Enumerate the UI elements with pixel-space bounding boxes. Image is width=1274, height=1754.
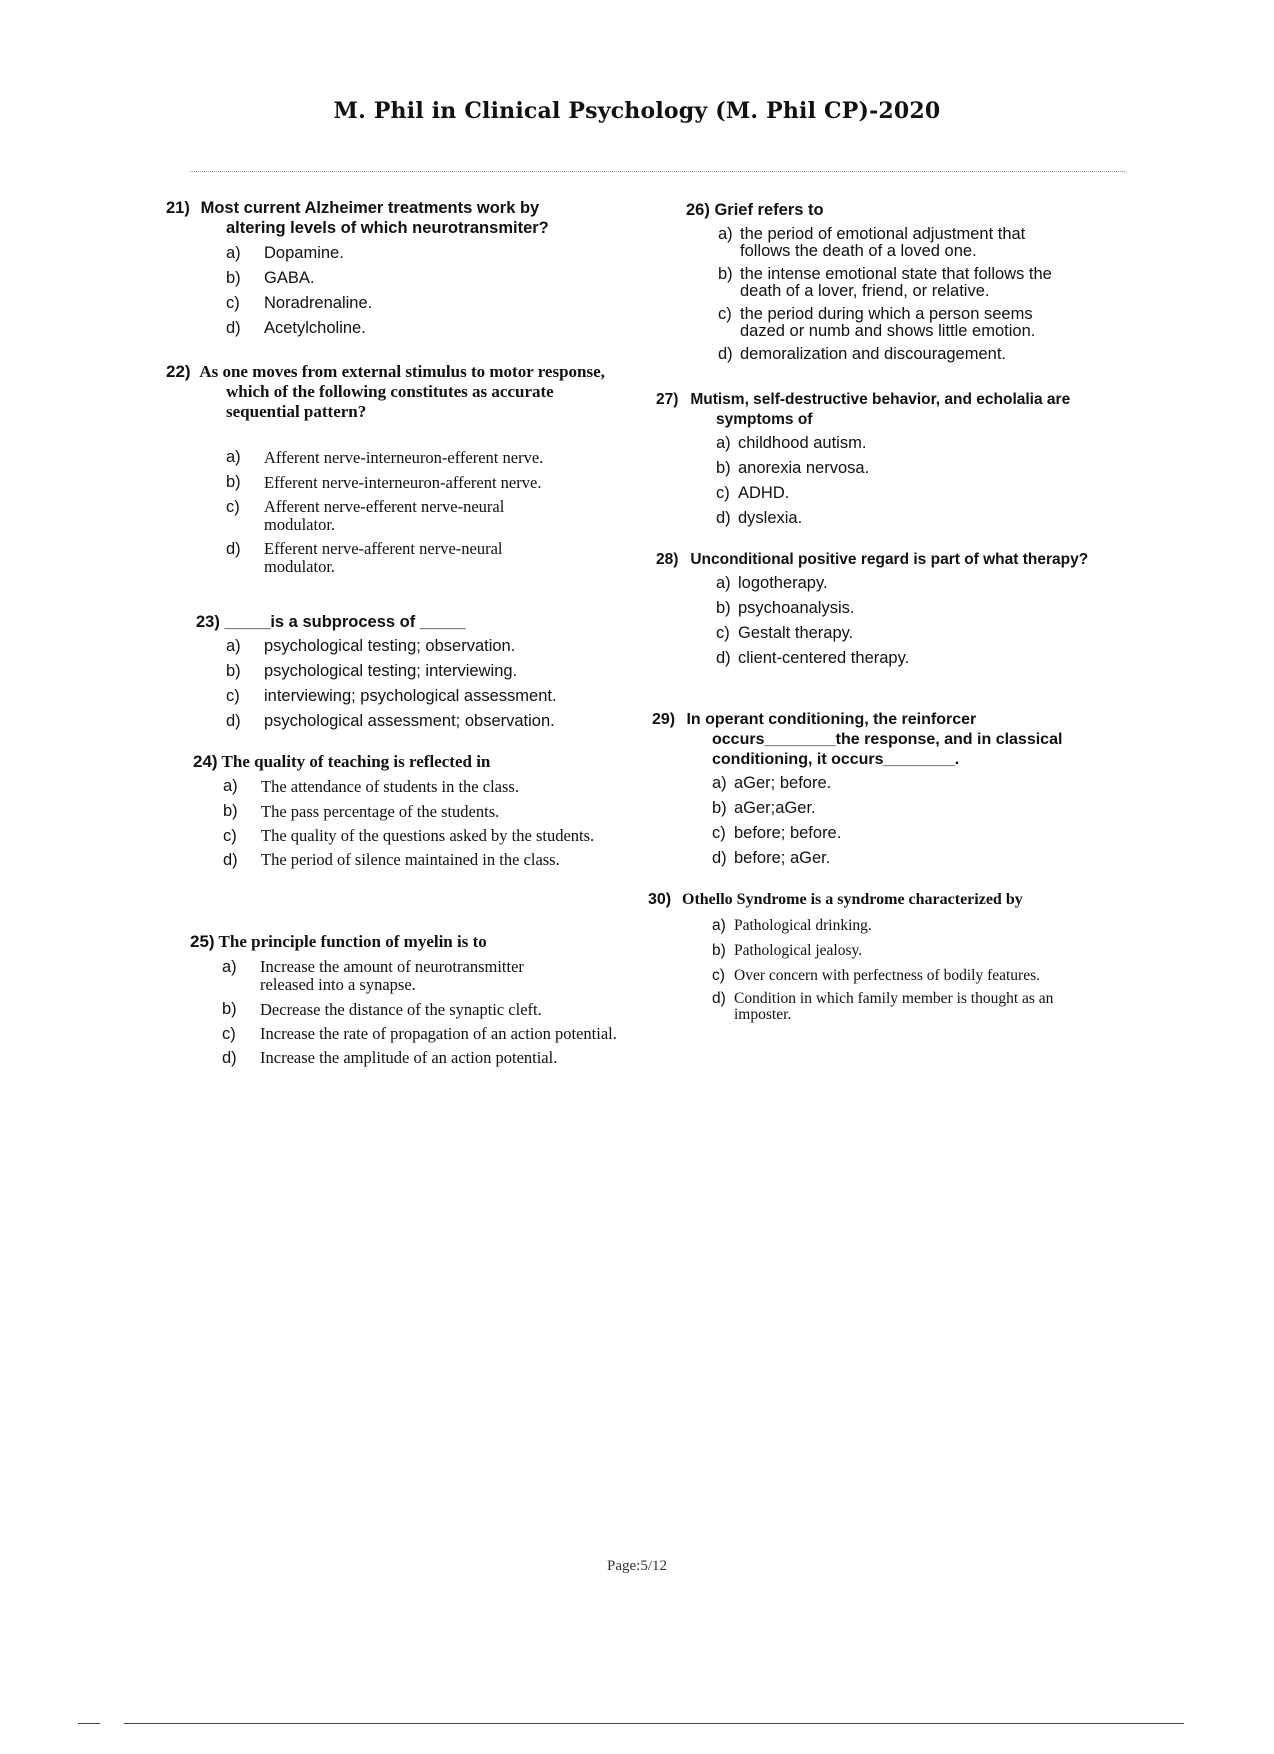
question-number: 24): [193, 752, 218, 771]
question-text: [193, 752, 623, 772]
option-text: Acetylcholine.: [264, 319, 366, 337]
question-26: [686, 200, 1106, 369]
option-a: [712, 916, 1128, 935]
option-label: a): [712, 774, 727, 792]
option-label: b): [222, 1000, 237, 1018]
option-b: [712, 941, 1128, 960]
question-body: Most current Alzheimer treatments work by altering levels of which neurotransmiter?: [200, 199, 549, 237]
option-label: d): [226, 712, 241, 730]
question-body: As one moves from external stimulus to motor response, which of the following constitutes as accurate sequential pattern?: [199, 362, 605, 421]
option-a: [718, 226, 1070, 260]
question-body: The principle function of myelin is to: [218, 932, 487, 951]
question-text: 30) Othello Syndrome is a syndrome characterized by: [648, 891, 1023, 908]
option-label: a): [712, 917, 726, 934]
option-label: c): [223, 827, 237, 845]
question-text: [190, 932, 630, 952]
option-text: GABA.: [264, 269, 315, 287]
option-label: c): [712, 824, 726, 842]
question-body: Othello Syndrome is a syndrome characterized by: [682, 891, 1023, 908]
question-text: 28) Unconditional positive regard is part of what therapy?: [656, 551, 1089, 568]
question-25: [190, 932, 630, 1073]
option-text: Noradrenaline.: [264, 294, 373, 312]
option-label: c): [226, 687, 240, 705]
option-label: c): [712, 967, 725, 984]
option-text: Afferent nerve-efferent nerve-neural modulator.: [264, 497, 505, 534]
option-label: a): [716, 434, 731, 452]
option-text: interviewing; psychological assessment.: [264, 687, 557, 705]
question-body: Grief refers to: [714, 201, 824, 219]
option-b: [222, 1000, 630, 1019]
option-c: [716, 624, 1106, 643]
option-d: [226, 712, 616, 731]
option-c: [718, 306, 1080, 340]
option-c: [222, 1025, 630, 1043]
option-label: d): [223, 851, 238, 869]
option-text: Increase the rate of propagation of an action potential.: [260, 1024, 617, 1043]
option-d: [718, 346, 1106, 363]
option-text: demoralization and discouragement.: [740, 345, 1006, 363]
option-text: Pathological jealosy.: [734, 942, 863, 959]
option-text: psychological testing; observation.: [264, 637, 516, 655]
option-label: d): [712, 990, 726, 1007]
option-c: [226, 294, 596, 313]
option-label: b): [223, 802, 238, 820]
question-text: 27) Mutism, self-destructive behavior, and echolalia are symptoms of: [656, 391, 1071, 428]
option-label: a): [226, 244, 241, 262]
option-text: Increase the amount of neurotransmitter released into a synapse.: [260, 957, 524, 994]
option-text: psychoanalysis.: [738, 599, 855, 617]
option-label: c): [222, 1025, 236, 1043]
question-28: [656, 550, 1106, 674]
option-text: Condition in which family member is thought as an imposter.: [734, 990, 1054, 1023]
option-text: childhood autism.: [738, 434, 867, 452]
question-number: 25): [190, 932, 215, 951]
option-label: d): [716, 649, 731, 667]
option-label: c): [718, 305, 732, 323]
option-a: [222, 958, 560, 994]
option-label: b): [712, 942, 726, 959]
question-text: [686, 200, 1106, 220]
question-text: 29) In operant conditioning, the reinforcer occurs________the response, and in classical conditioning, it occurs________.: [652, 711, 1063, 768]
option-label: b): [716, 459, 731, 477]
option-c: [226, 687, 616, 706]
question-29: [652, 710, 1092, 874]
option-text: The period of silence maintained in the class.: [261, 850, 560, 869]
question-body: Unconditional positive regard is part of what therapy?: [690, 551, 1089, 568]
option-b: [226, 473, 616, 492]
option-text: client-centered therapy.: [738, 649, 910, 667]
option-b: [716, 459, 1106, 478]
option-a: [223, 777, 623, 796]
option-text: aGer; before.: [734, 774, 832, 792]
option-b: [712, 799, 1092, 818]
option-text: Gestalt therapy.: [738, 624, 854, 642]
question-body: _____is a subprocess of _____: [224, 613, 466, 631]
question-27: [656, 390, 1106, 534]
option-b: [226, 662, 616, 681]
option-text: aGer;aGer.: [734, 799, 816, 817]
option-a: [712, 774, 1092, 793]
option-c: [223, 827, 601, 845]
question-number: 26): [686, 201, 710, 219]
option-d: [716, 649, 1106, 668]
option-a: [226, 637, 616, 656]
option-text: the intense emotional state that follows the death of a lover, friend, or relative.: [740, 265, 1052, 300]
option-label: d): [222, 1049, 237, 1067]
option-b: [718, 266, 1070, 300]
option-d: [712, 991, 1114, 1023]
option-b: [716, 599, 1106, 618]
option-text: logotherapy.: [738, 574, 828, 592]
question-body: The quality of teaching is reflected in: [221, 752, 491, 771]
option-text: the period of emotional adjustment that follows the death of a loved one.: [740, 225, 1026, 260]
option-text: Pathological drinking.: [734, 917, 872, 934]
bottom-rule: [124, 1723, 1184, 1724]
option-label: a): [716, 574, 731, 592]
option-text: Increase the amplitude of an action potential.: [260, 1048, 558, 1067]
option-label: b): [226, 473, 241, 491]
option-label: a): [226, 448, 241, 466]
page-number: Page:5/12: [607, 1558, 667, 1574]
option-b: [223, 802, 623, 821]
option-label: b): [712, 799, 727, 817]
option-d: [712, 849, 1092, 868]
option-text: Efferent nerve-afferent nerve-neural modulator.: [264, 539, 503, 576]
option-text: psychological testing; interviewing.: [264, 662, 518, 680]
option-label: a): [223, 777, 238, 795]
option-label: b): [226, 269, 241, 287]
question-text: 21) Most current Alzheimer treatments work by altering levels of which neurotransmiter?: [166, 199, 549, 237]
option-a: [226, 448, 616, 467]
option-text: The quality of the questions asked by the students.: [261, 826, 595, 845]
option-d: [716, 509, 1106, 528]
option-text: dyslexia.: [738, 509, 803, 527]
option-a: [716, 574, 1106, 593]
question-number: 23): [196, 613, 220, 631]
option-label: d): [716, 509, 731, 527]
bottom-rule-segment: [78, 1723, 100, 1724]
option-c: [712, 824, 1092, 843]
option-text: before; before.: [734, 824, 842, 842]
option-label: d): [226, 540, 241, 558]
option-label: c): [716, 484, 730, 502]
option-text: Efferent nerve-interneuron-afferent nerve.: [264, 473, 542, 492]
question-body: In operant conditioning, the reinforcer occurs________the response, and in classical conditioning, it occurs________.: [686, 711, 1063, 768]
question-23: [196, 612, 616, 737]
option-label: a): [222, 958, 237, 976]
option-text: psychological assessment; observation.: [264, 712, 555, 730]
question-21: [166, 198, 596, 344]
option-label: d): [712, 849, 727, 867]
option-label: d): [226, 319, 241, 337]
option-c: [712, 966, 1128, 985]
option-c: [226, 498, 564, 534]
question-body: Mutism, self-destructive behavior, and echolalia are symptoms of: [690, 391, 1071, 428]
option-text: the period during which a person seems dazed or numb and shows little emotion.: [740, 305, 1036, 340]
option-a: [226, 244, 596, 263]
option-text: Decrease the distance of the synaptic cleft.: [260, 1000, 542, 1019]
option-text: The pass percentage of the students.: [261, 802, 500, 821]
option-text: Over concern with perfectness of bodily features.: [734, 967, 1041, 984]
option-a: [716, 434, 1106, 453]
option-d: [222, 1049, 560, 1067]
option-text: anorexia nervosa.: [738, 459, 870, 477]
option-text: Dopamine.: [264, 244, 344, 262]
option-d: [226, 540, 564, 576]
option-d: [223, 851, 601, 869]
option-text: ADHD.: [738, 484, 790, 502]
option-label: c): [716, 624, 730, 642]
question-text: 22) As one moves from external stimulus to motor response, which of the following constitutes as accurate sequential pattern?: [166, 362, 605, 421]
question-24: [193, 752, 623, 875]
option-label: a): [226, 637, 241, 655]
page-title: M. Phil in Clinical Psychology (M. Phil CP)-2020: [333, 98, 941, 124]
question-22: [166, 362, 616, 582]
option-label: d): [718, 345, 733, 363]
option-label: c): [226, 498, 240, 516]
option-label: c): [226, 294, 240, 312]
option-label: b): [226, 662, 241, 680]
question-text: [196, 612, 616, 632]
question-30: [648, 890, 1128, 1029]
option-b: [226, 269, 596, 288]
option-c: [716, 484, 1106, 503]
option-text: before; aGer.: [734, 849, 831, 867]
option-d: [226, 319, 596, 338]
option-label: a): [718, 225, 733, 243]
option-text: Afferent nerve-interneuron-efferent nerve.: [264, 448, 544, 467]
option-text: The attendance of students in the class.: [261, 777, 519, 796]
option-label: b): [718, 265, 733, 283]
option-label: b): [716, 599, 731, 617]
header-divider: [190, 171, 1125, 172]
